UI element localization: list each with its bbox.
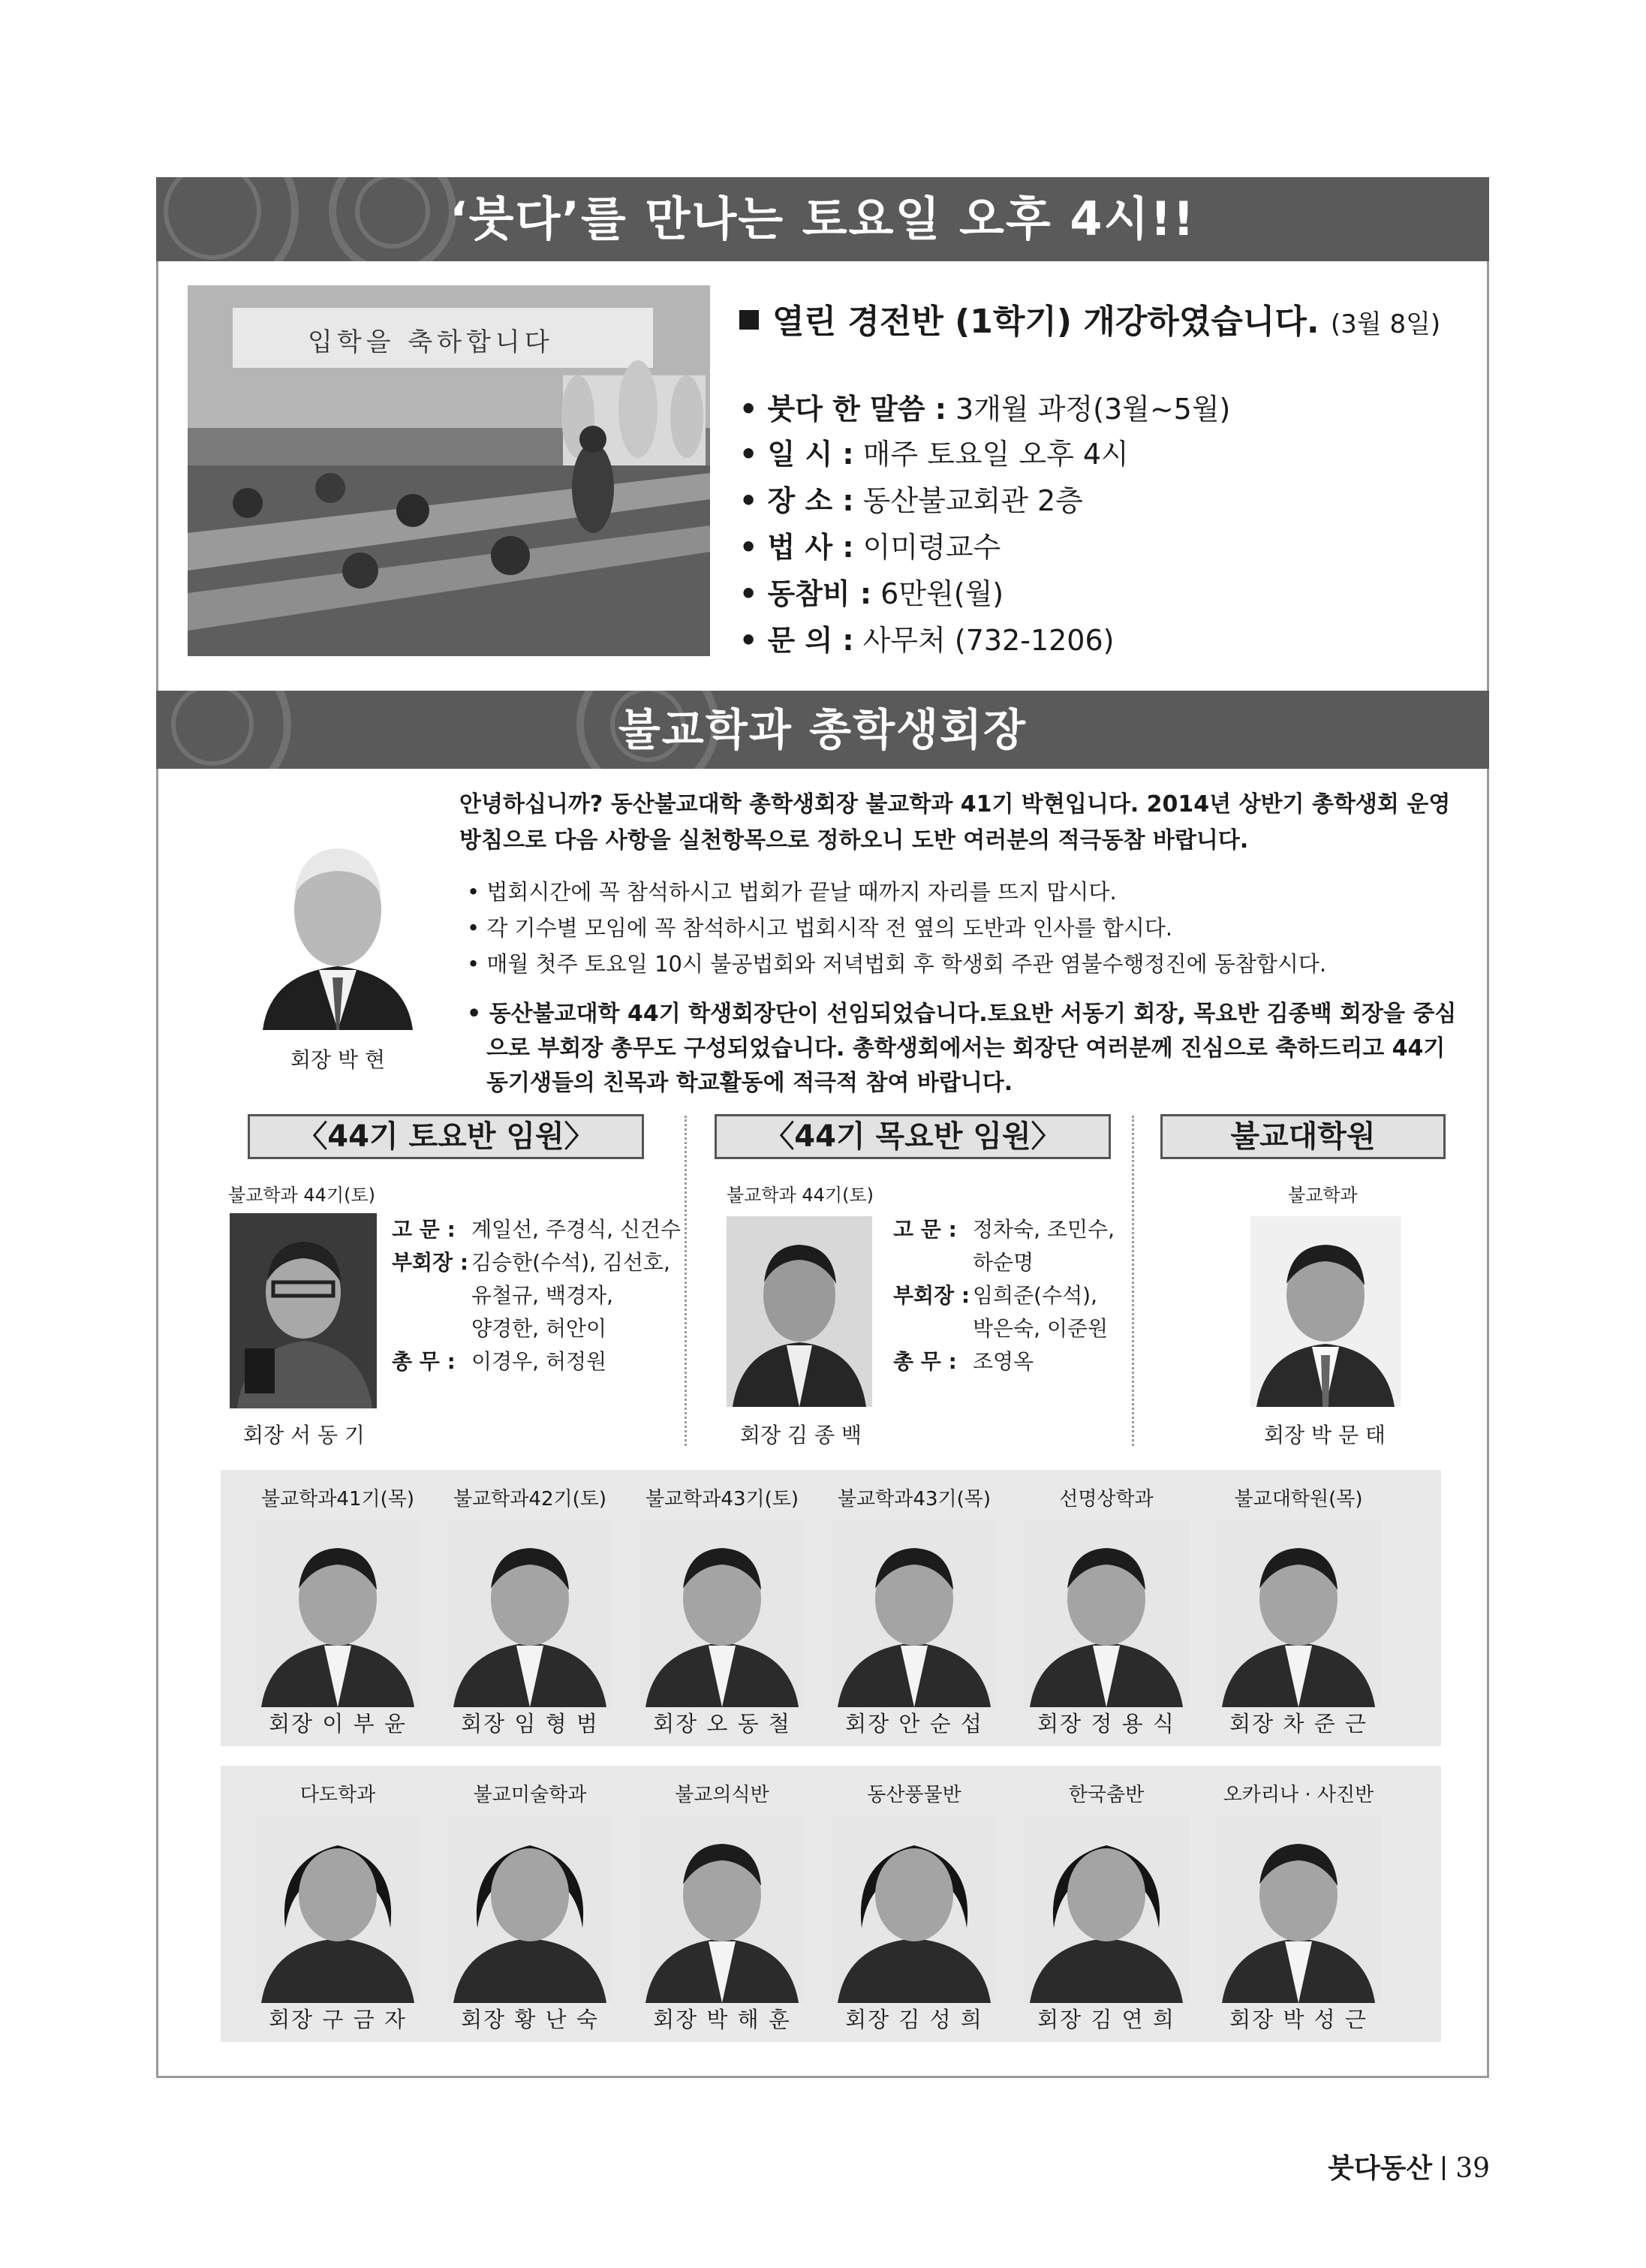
president-name: 회장 황 난 숙 xyxy=(461,2007,599,2032)
banner-title: 불교학과 총학생회장 xyxy=(618,704,1028,755)
info-row: • 일 시 : 매주 토요일 오후 4시 xyxy=(739,438,1129,471)
cell-title: 불교의식반 xyxy=(675,1784,769,1806)
saturday-officers-list: 고 문 : 계일선, 주경식, 신건수 부회장 : 김승한(수석), 김선호, 유철규, 백경자, 양경한, 허안이 총 무 : 이경우, 허정원 xyxy=(392,1217,682,1374)
president-name: 회장 박 성 근 xyxy=(1229,2007,1368,2032)
cell-title: 불교학과42기(토) xyxy=(453,1488,607,1510)
cell-title: 불교학과41기(목) xyxy=(260,1488,415,1510)
president-name: 회장 김 연 희 xyxy=(1037,2007,1175,2032)
column-divider xyxy=(1132,1116,1134,1446)
president-photo-park-muntae xyxy=(1250,1216,1401,1407)
president-name: 회장 임 형 범 xyxy=(461,1711,599,1736)
cell-title: 불교학과43기(목) xyxy=(837,1488,992,1510)
column-divider xyxy=(685,1116,687,1446)
portrait-photo xyxy=(832,1520,997,1707)
magazine-name: 붓다동산 xyxy=(1328,2152,1433,2184)
group-label: 불교학과 44기(토) xyxy=(228,1185,375,1206)
president-name: 회장 이 부 윤 xyxy=(269,1711,407,1736)
portrait-photo xyxy=(832,1815,997,2003)
president-photo-seo xyxy=(230,1213,377,1408)
president-caption: 회장 김 종 백 xyxy=(740,1423,862,1447)
president-name: 회장 김 성 희 xyxy=(845,2007,983,2032)
rule-item: • 매월 첫주 토요일 10시 불공법회와 저녁법회 후 학생회 주관 염불수행정진에 동참합시다. xyxy=(467,951,1327,977)
group-label: 불교학과 44기(토) xyxy=(727,1185,874,1206)
cell-title: 선명상학과 xyxy=(1059,1488,1154,1510)
portrait-photo xyxy=(1216,1815,1381,2003)
cell-title: 다도학과 xyxy=(299,1784,376,1806)
president-caption: 회장 서 동 기 xyxy=(243,1423,365,1447)
cell-title: 오카리나 · 사진반 xyxy=(1223,1784,1374,1806)
president-name: 회장 차 준 근 xyxy=(1229,1711,1368,1736)
portrait-photo xyxy=(1216,1520,1381,1707)
portrait-photo xyxy=(1024,1815,1189,2003)
portrait-photo xyxy=(255,1520,420,1707)
president-name: 회장 박 해 훈 xyxy=(653,2007,791,2032)
info-row: • 장 소 : 동산불교회관 2층 xyxy=(739,484,1083,517)
group-label: 불교학과 xyxy=(1288,1185,1358,1206)
page-number: 39 xyxy=(1455,2153,1490,2184)
section-banner-council xyxy=(156,691,1489,769)
rule-item: • 각 기수별 모임에 꼭 참석하시고 법회시작 전 옆의 도반과 인사를 합시다. xyxy=(467,915,1173,941)
class-notice-heading: 열린 경전반 (1학기) 개강하였습니다. (3월 8일) xyxy=(739,294,1440,342)
info-row: • 문 의 : 사무처 (732-1206) xyxy=(739,624,1115,657)
rule-item: • 법회시간에 꼭 참석하시고 법회가 끝날 때까지 자리를 뜨지 맙시다. xyxy=(467,879,1117,905)
thursday-officers-title: 〈44기 목요반 임원〉 xyxy=(715,1114,1111,1159)
square-bullet-icon xyxy=(739,310,759,330)
president-caption: 회장 박 현 xyxy=(290,1047,385,1072)
photo-banner-text: 입학을 축하합니다 xyxy=(308,327,554,357)
cell-title: 동산풍물반 xyxy=(867,1784,961,1806)
info-row: • 붓다 한 말씀 : 3개월 과정(3월~5월) xyxy=(739,393,1231,426)
section-banner-saturday xyxy=(156,177,1489,261)
portrait-photo xyxy=(255,1815,420,2003)
portrait-photo xyxy=(1024,1520,1189,1707)
class-notice-date: (3월 8일) xyxy=(1330,309,1441,339)
president-name: 회장 정 용 식 xyxy=(1037,1711,1175,1736)
president-name: 회장 안 순 섭 xyxy=(845,1711,983,1736)
president-name: 회장 오 동 철 xyxy=(653,1711,791,1736)
president-photo-kim-jongbaek xyxy=(727,1216,872,1407)
portrait-photo xyxy=(639,1520,805,1707)
portrait-photo xyxy=(639,1815,805,2003)
president-photo xyxy=(248,812,428,1030)
footer-separator xyxy=(1443,2156,1445,2180)
president-intro: 안녕하십니까? 동산불교대학 총학생회장 불교학과 41기 박현입니다. 2014년 상반기 총학생회 운영방침으로 다음 사항을 실천항목으로 정하오니 도반 여러분의 적극동참 바랍니다. xyxy=(459,791,1451,854)
page-footer xyxy=(1328,2147,1490,2185)
president-caption: 회장 박 문 태 xyxy=(1264,1423,1386,1447)
info-row: • 동참비 : 6만원(월) xyxy=(739,577,1004,610)
portrait-photo xyxy=(447,1520,612,1707)
class-opening-photo xyxy=(188,285,710,656)
cell-title: 불교학과43기(토) xyxy=(645,1488,799,1510)
banner-title: ‘붓다’를 만나는 토요일 오후 4시!! xyxy=(450,191,1196,246)
graduate-school-title: 불교대학원 xyxy=(1160,1114,1446,1159)
council-notice: • 동산불교대학 44기 학생회장단이 선임되었습니다.토요반 서동기 회장, 목요반 김종백 회장을 중심으로 부회장 총무도 구성되었습니다. 총학생회에서는 회장단 여러분께 진심으로 축하드리고 44기 동기생들의 친목과 학교활동에 적극적 참여 바랍니다. xyxy=(467,1001,1457,1096)
portrait-photo xyxy=(447,1815,612,2003)
saturday-officers-title: 〈44기 토요반 임원〉 xyxy=(248,1114,644,1159)
thursday-officers-list: 고 문 : 정차숙, 조민수, 하순명 부회장 : 임희준(수석), 박은숙, 이준원 총 무 : 조영옥 xyxy=(893,1217,1115,1374)
cell-title: 불교미술학과 xyxy=(473,1784,587,1806)
cell-title: 불교대학원(목) xyxy=(1234,1488,1363,1510)
president-name: 회장 구 금 자 xyxy=(269,2007,407,2032)
cell-title: 한국춤반 xyxy=(1068,1784,1145,1806)
info-row: • 법 사 : 이미령교수 xyxy=(739,531,1001,564)
